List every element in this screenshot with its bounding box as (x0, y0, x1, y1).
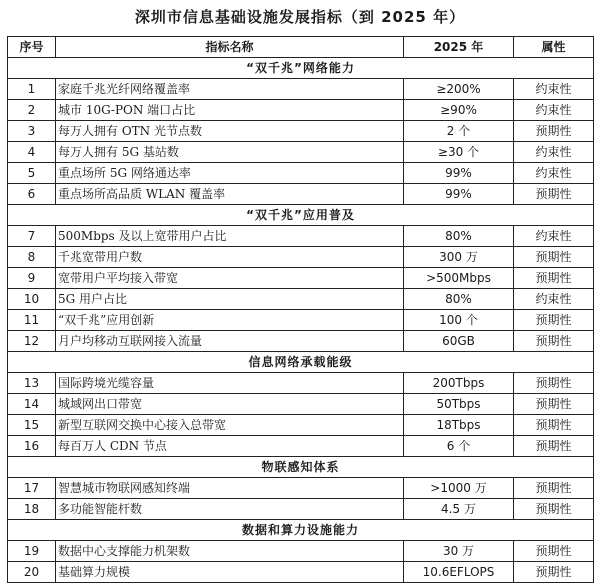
row-number: 17 (8, 478, 56, 499)
col-header-number: 序号 (8, 37, 56, 58)
indicator-name: 家庭千兆光纤网络覆盖率 (56, 79, 404, 100)
row-number: 6 (8, 184, 56, 205)
row-number: 4 (8, 142, 56, 163)
attribute-value: 预期性 (514, 541, 594, 562)
indicator-name: 新型互联网交换中心接入总带宽 (56, 415, 404, 436)
indicator-name: 城域网出口带宽 (56, 394, 404, 415)
attribute-value: 预期性 (514, 184, 594, 205)
indicator-table (7, 36, 594, 583)
table-row (8, 436, 594, 457)
table-row (8, 394, 594, 415)
target-value: ≥90% (404, 100, 514, 121)
section-row (8, 520, 594, 541)
attribute-value: 预期性 (514, 436, 594, 457)
target-value: 99% (404, 163, 514, 184)
target-value: 80% (404, 289, 514, 310)
target-value: 10.6EFLOPS (404, 562, 514, 583)
section-heading: 数据和算力设施能力 (8, 520, 594, 541)
attribute-value: 预期性 (514, 373, 594, 394)
attribute-value: 约束性 (514, 163, 594, 184)
table-row (8, 541, 594, 562)
row-number: 11 (8, 310, 56, 331)
row-number: 14 (8, 394, 56, 415)
indicator-name: 重点场所 5G 网络通达率 (56, 163, 404, 184)
table-row (8, 163, 594, 184)
section-row (8, 352, 594, 373)
table-row (8, 331, 594, 352)
row-number: 18 (8, 499, 56, 520)
target-value: 50Tbps (404, 394, 514, 415)
row-number: 12 (8, 331, 56, 352)
indicator-name: 国际跨境光缆容量 (56, 373, 404, 394)
attribute-value: 约束性 (514, 142, 594, 163)
row-number: 13 (8, 373, 56, 394)
indicator-name: 千兆宽带用户数 (56, 247, 404, 268)
table-row (8, 226, 594, 247)
target-value: 100 个 (404, 310, 514, 331)
row-number: 15 (8, 415, 56, 436)
indicator-name: 500Mbps 及以上宽带用户占比 (56, 226, 404, 247)
target-value: 4.5 万 (404, 499, 514, 520)
target-value: 99% (404, 184, 514, 205)
section-heading: 物联感知体系 (8, 457, 594, 478)
indicator-name: 5G 用户占比 (56, 289, 404, 310)
row-number: 1 (8, 79, 56, 100)
table-row (8, 142, 594, 163)
indicator-name: 每百万人 CDN 节点 (56, 436, 404, 457)
row-number: 8 (8, 247, 56, 268)
table-title: 深圳市信息基础设施发展指标（到 2025 年） (134, 8, 466, 26)
row-number: 20 (8, 562, 56, 583)
table-row (8, 247, 594, 268)
target-value: 2 个 (404, 121, 514, 142)
table-row (8, 373, 594, 394)
target-value: 80% (404, 226, 514, 247)
indicator-name: “双千兆”应用创新 (56, 310, 404, 331)
attribute-value: 预期性 (514, 562, 594, 583)
row-number: 7 (8, 226, 56, 247)
target-value: >1000 万 (404, 478, 514, 499)
indicator-name: 数据中心支撑能力机架数 (56, 541, 404, 562)
attribute-value: 预期性 (514, 499, 594, 520)
col-header-2025: 2025 年 (404, 37, 514, 58)
table-row (8, 184, 594, 205)
target-value: 300 万 (404, 247, 514, 268)
attribute-value: 预期性 (514, 331, 594, 352)
indicator-name: 重点场所高品质 WLAN 覆盖率 (56, 184, 404, 205)
row-number: 10 (8, 289, 56, 310)
indicator-name: 城市 10G-PON 端口占比 (56, 100, 404, 121)
section-row (8, 457, 594, 478)
section-row (8, 58, 594, 79)
row-number: 5 (8, 163, 56, 184)
table-row (8, 268, 594, 289)
table-row (8, 121, 594, 142)
attribute-value: 预期性 (514, 415, 594, 436)
target-value: ≥200% (404, 79, 514, 100)
section-heading: “双千兆”网络能力 (8, 58, 594, 79)
header-row (8, 37, 594, 58)
table-row (8, 499, 594, 520)
attribute-value: 约束性 (514, 100, 594, 121)
attribute-value: 预期性 (514, 268, 594, 289)
target-value: ≥30 个 (404, 142, 514, 163)
attribute-value: 预期性 (514, 121, 594, 142)
table-row (8, 478, 594, 499)
table-row (8, 310, 594, 331)
target-value: 30 万 (404, 541, 514, 562)
row-number: 2 (8, 100, 56, 121)
table-row (8, 562, 594, 583)
section-row (8, 205, 594, 226)
table-row (8, 79, 594, 100)
col-header-indicator-name: 指标名称 (56, 37, 404, 58)
section-heading: 信息网络承载能级 (8, 352, 594, 373)
indicator-name: 月户均移动互联网接入流量 (56, 331, 404, 352)
target-value: 200Tbps (404, 373, 514, 394)
table-row (8, 289, 594, 310)
row-number: 16 (8, 436, 56, 457)
attribute-value: 预期性 (514, 310, 594, 331)
target-value: 60GB (404, 331, 514, 352)
attribute-value: 预期性 (514, 247, 594, 268)
table-row (8, 100, 594, 121)
section-heading: “双千兆”应用普及 (8, 205, 594, 226)
indicator-name: 多功能智能杆数 (56, 499, 404, 520)
attribute-value: 预期性 (514, 394, 594, 415)
target-value: 6 个 (404, 436, 514, 457)
attribute-value: 约束性 (514, 226, 594, 247)
indicator-name: 智慧城市物联网感知终端 (56, 478, 404, 499)
row-number: 3 (8, 121, 56, 142)
attribute-value: 预期性 (514, 478, 594, 499)
row-number: 19 (8, 541, 56, 562)
indicator-name: 基础算力规模 (56, 562, 404, 583)
indicator-name: 每万人拥有 5G 基站数 (56, 142, 404, 163)
indicator-name: 宽带用户平均接入带宽 (56, 268, 404, 289)
attribute-value: 约束性 (514, 79, 594, 100)
target-value: >500Mbps (404, 268, 514, 289)
attribute-value: 约束性 (514, 289, 594, 310)
col-header-attribute: 属性 (514, 37, 594, 58)
target-value: 18Tbps (404, 415, 514, 436)
row-number: 9 (8, 268, 56, 289)
indicator-name: 每万人拥有 OTN 光节点数 (56, 121, 404, 142)
table-row (8, 415, 594, 436)
